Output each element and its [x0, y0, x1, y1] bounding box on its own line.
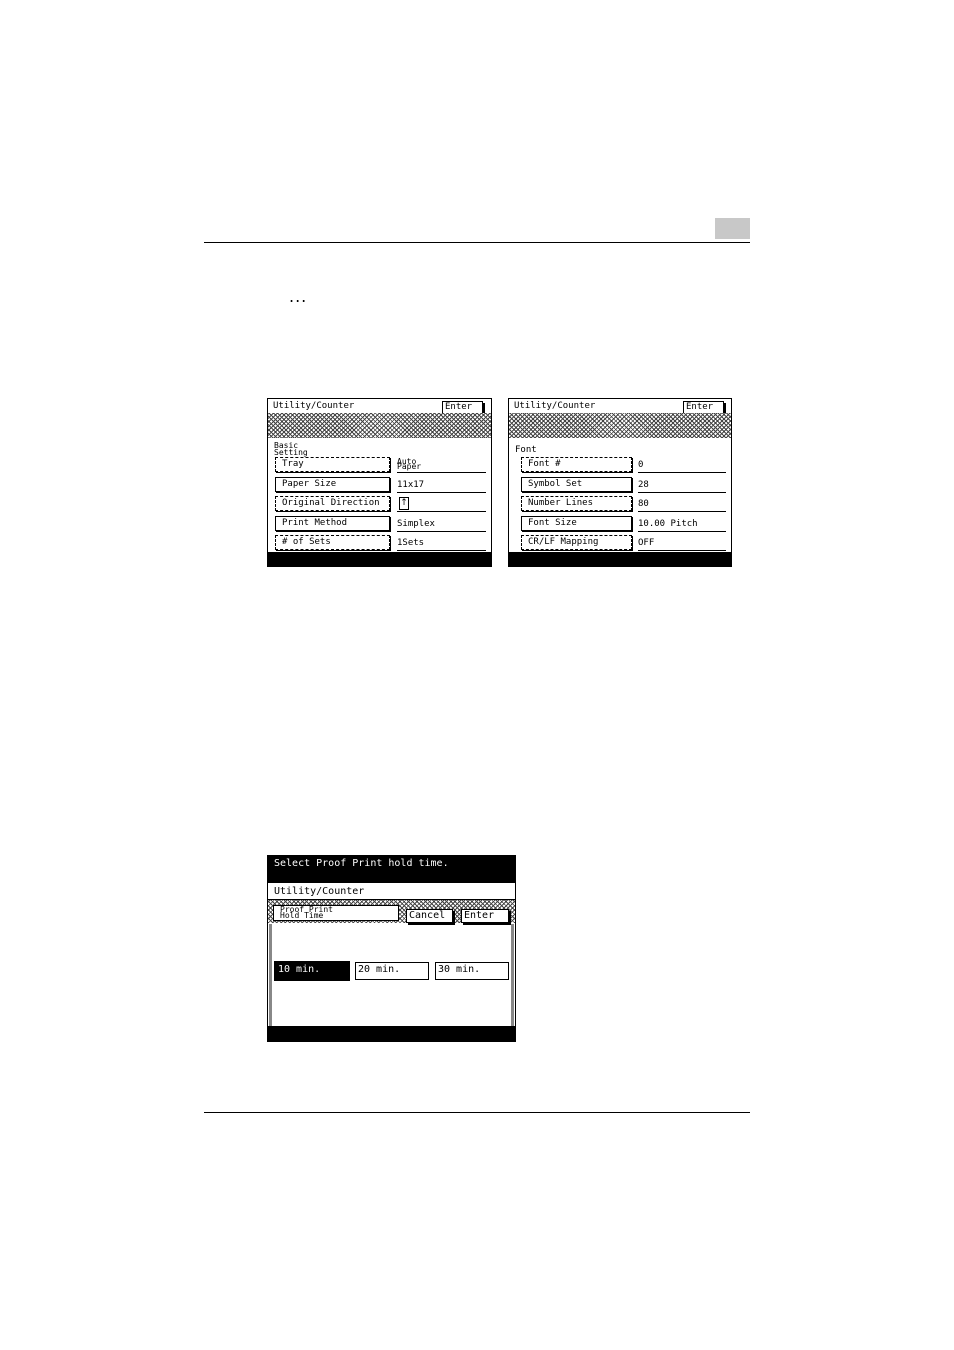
value-underline [397, 550, 486, 551]
status-bar [509, 552, 731, 566]
hold-time-option-20-min[interactable]: 20 min. [355, 962, 429, 980]
setting-button-of-sets[interactable]: # of Sets [275, 535, 390, 550]
value-underline [397, 531, 486, 532]
setting-button-print-method[interactable]: Print Method [275, 516, 390, 531]
portrait-paper-icon [399, 497, 409, 510]
message-bar [267, 855, 516, 883]
setting-value-font-size: 10.00 Pitch [638, 519, 698, 529]
screen-title: Utility/Counter [273, 401, 355, 411]
setting-value-print-method: Simplex [397, 519, 435, 529]
cancel-button[interactable]: Cancel [406, 909, 453, 923]
orientation-glyph: ↑ [400, 498, 408, 508]
enter-button[interactable]: Enter [461, 909, 509, 923]
screen-title: Utility/Counter [514, 401, 596, 411]
enter-button[interactable]: Enter [683, 401, 724, 414]
status-bar [268, 552, 491, 566]
message-text: Select Proof Print hold time. [274, 858, 449, 869]
setting-button-font[interactable]: Font # [521, 457, 632, 472]
setting-button-tray[interactable]: Tray [275, 457, 390, 472]
hold-time-option-10-min[interactable]: 10 min. [275, 962, 349, 980]
header-hatch [268, 413, 491, 438]
setting-value-tray: Auto Paper [397, 457, 422, 471]
hold-time-label [273, 905, 399, 921]
value-underline [397, 492, 486, 493]
setting-value-cr-lf-mapping: OFF [638, 538, 655, 548]
value-underline [638, 531, 726, 532]
header-hatch [509, 413, 731, 438]
setting-button-paper-size[interactable]: Paper Size [275, 477, 390, 492]
continuation-ellipsis: ... [289, 287, 308, 306]
hold-time-text: Proof Print Hold Time [280, 905, 333, 920]
setting-value-paper-size: 11x17 [397, 480, 425, 490]
section-label: Basic Setting [274, 441, 308, 457]
proof-print-screen [267, 855, 516, 1042]
status-bar [268, 1026, 515, 1041]
value-underline [638, 511, 726, 512]
setting-button-font-size[interactable]: Font Size [521, 516, 632, 531]
screen-title: Utility/Counter [274, 886, 365, 897]
value-underline [397, 472, 486, 473]
value-underline [638, 472, 726, 473]
setting-value-symbol-set: 28 [638, 480, 649, 490]
chapter-tab [715, 218, 750, 239]
setting-value-of-sets: 1Sets [397, 538, 425, 548]
header-rule [204, 242, 750, 243]
basic-setting-screen [267, 398, 492, 567]
font-setting-screen [508, 398, 732, 567]
hold-time-option-30-min[interactable]: 30 min. [435, 962, 509, 980]
setting-button-symbol-set[interactable]: Symbol Set [521, 477, 632, 492]
setting-button-original-direction[interactable]: Original Direction [275, 496, 390, 511]
setting-value-number-lines: 80 [638, 499, 649, 509]
section-label: Font [515, 445, 537, 455]
setting-button-number-lines[interactable]: Number Lines [521, 496, 632, 511]
enter-button[interactable]: Enter [442, 401, 483, 414]
footer-rule [204, 1112, 750, 1113]
value-underline [397, 511, 486, 512]
value-underline [638, 550, 726, 551]
setting-value-font: 0 [638, 460, 644, 470]
value-underline [638, 492, 726, 493]
setting-button-cr-lf-mapping[interactable]: CR/LF Mapping [521, 535, 632, 550]
